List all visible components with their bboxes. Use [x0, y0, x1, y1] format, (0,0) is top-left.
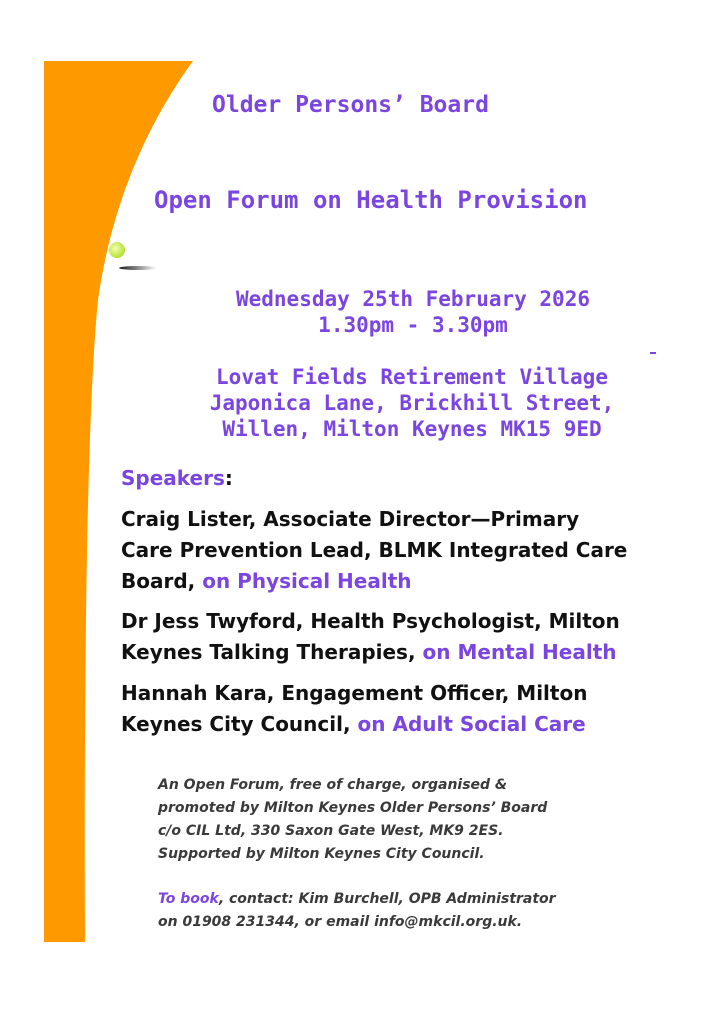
- event-title: Open Forum on Health Provision: [154, 186, 588, 214]
- speaker-line: [121, 709, 701, 740]
- venue-address-line2: Willen, Milton Keynes MK15 9ED: [222, 417, 602, 441]
- speakers-heading-label: Speakers: [121, 466, 225, 490]
- small-dash-mark: [650, 352, 656, 354]
- speaker-topic: on Physical Health: [202, 569, 412, 593]
- booking-info: [158, 888, 678, 934]
- booking-phone-email[interactable]: on 01908 231344, or email info@mkcil.org.uk.: [158, 914, 523, 930]
- speaker-text: Keynes City Council,: [121, 712, 351, 736]
- organisation-title: Older Persons’ Board: [212, 92, 489, 118]
- speaker-line: Dr Jess Twyford, Health Psychologist, Milton: [121, 609, 620, 633]
- note-line: Supported by Milton Keynes City Council.: [158, 846, 485, 862]
- speaker-text: Keynes Talking Therapies,: [121, 640, 416, 664]
- forum-info-note: [158, 774, 678, 866]
- speaker-text: Board,: [121, 569, 196, 593]
- shadow-dash: [119, 266, 157, 270]
- speakers-heading-colon: :: [224, 466, 233, 490]
- speaker-line: Hannah Kara, Engagement Officer, Milton: [121, 681, 588, 705]
- speaker-line: [121, 637, 701, 668]
- booking-contact: , contact: Kim Burchell, OPB Administrator: [218, 891, 556, 907]
- venue-name: Lovat Fields Retirement Village: [216, 365, 608, 389]
- speaker-line: Craig Lister, Associate Director—Primary: [121, 507, 580, 531]
- venue-address-line1: Japonica Lane, Brickhill Street,: [209, 391, 615, 415]
- note-line: [158, 888, 678, 911]
- note-line: c/o CIL Ltd, 330 Saxon Gate West, MK9 2ES.: [158, 823, 504, 839]
- speaker-item: [121, 504, 701, 597]
- event-time: 1.30pm - 3.30pm: [318, 313, 508, 337]
- event-venue: [172, 364, 652, 442]
- green-ball-icon: [109, 242, 125, 258]
- speaker-item: [121, 678, 701, 740]
- booking-label: To book: [158, 891, 219, 907]
- speaker-topic: on Adult Social Care: [357, 712, 586, 736]
- event-datetime: [183, 286, 643, 338]
- event-date: Wednesday 25th February 2026: [235, 287, 590, 311]
- speakers-heading: [121, 466, 701, 490]
- speaker-item: [121, 606, 701, 668]
- speaker-topic: on Mental Health: [422, 640, 617, 664]
- speaker-line: Care Prevention Lead, BLMK Integrated Care: [121, 538, 628, 562]
- speaker-line: [121, 566, 701, 597]
- note-line: promoted by Milton Keynes Older Persons’ Board: [158, 800, 548, 816]
- note-line: An Open Forum, free of charge, organised &: [158, 777, 508, 793]
